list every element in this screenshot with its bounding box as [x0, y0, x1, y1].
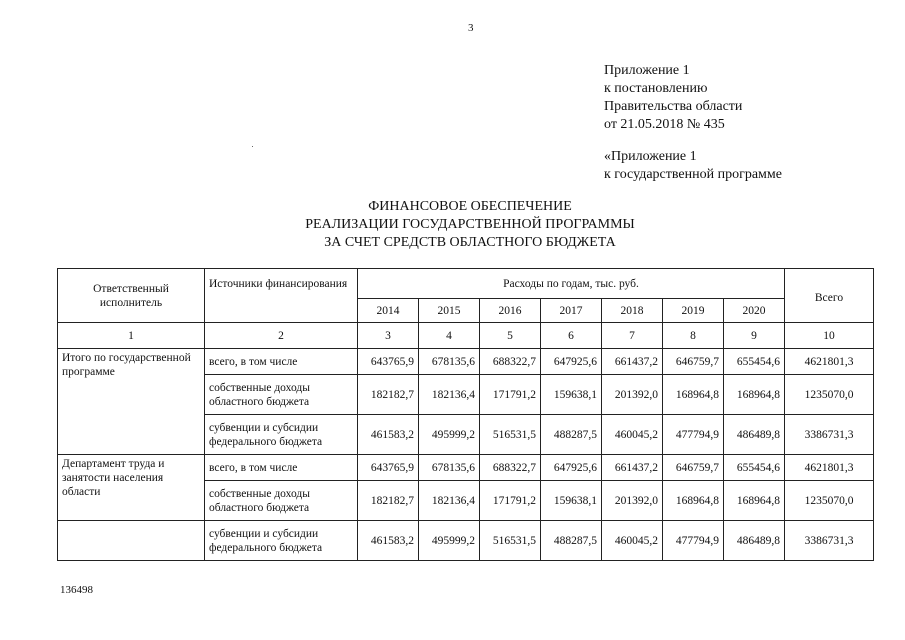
value-cell: 661437,2 — [602, 455, 663, 481]
total-cell: 4621801,3 — [785, 455, 874, 481]
value-cell: 516531,5 — [480, 521, 541, 561]
column-number: 3 — [358, 323, 419, 349]
column-number: 6 — [541, 323, 602, 349]
total-cell: 3386731,3 — [785, 415, 874, 455]
header-year: 2017 — [541, 299, 602, 323]
value-cell: 643765,9 — [358, 349, 419, 375]
total-cell: 1235070,0 — [785, 375, 874, 415]
source-cell: субвенции и субсидии федерального бюджета — [205, 415, 358, 455]
value-cell: 655454,6 — [724, 349, 785, 375]
value-cell: 486489,8 — [724, 415, 785, 455]
document-id: 136498 — [60, 584, 93, 596]
value-cell: 643765,9 — [358, 455, 419, 481]
value-cell: 516531,5 — [480, 415, 541, 455]
column-number: 1 — [58, 323, 205, 349]
header-year: 2014 — [358, 299, 419, 323]
value-cell: 647925,6 — [541, 455, 602, 481]
source-cell: всего, в том числе — [205, 349, 358, 375]
header-year: 2018 — [602, 299, 663, 323]
title-line: ФИНАНСОВОЕ ОБЕСПЕЧЕНИЕ — [368, 199, 572, 214]
executor-cell: Департамент труда и занятости населения области — [58, 455, 205, 521]
value-cell: 461583,2 — [358, 521, 419, 561]
executor-cell: Итого по государственной программе — [58, 349, 205, 455]
value-cell: 661437,2 — [602, 349, 663, 375]
value-cell: 688322,7 — [480, 349, 541, 375]
value-cell: 646759,7 — [663, 349, 724, 375]
appendix-line: к постановлению — [604, 81, 708, 96]
value-cell: 655454,6 — [724, 455, 785, 481]
value-cell: 678135,6 — [419, 349, 480, 375]
value-cell: 646759,7 — [663, 455, 724, 481]
column-number: 8 — [663, 323, 724, 349]
value-cell: 168964,8 — [663, 481, 724, 521]
appendix-line: Приложение 1 — [604, 63, 690, 78]
source-cell: собственные доходы областного бюджета — [205, 481, 358, 521]
header-total: Всего — [785, 269, 874, 323]
source-cell: субвенции и субсидии федерального бюджета — [205, 521, 358, 561]
executor-cell — [58, 521, 205, 561]
table-row — [58, 455, 874, 481]
value-cell: 159638,1 — [541, 375, 602, 415]
source-cell: собственные доходы областного бюджета — [205, 375, 358, 415]
value-cell: 688322,7 — [480, 455, 541, 481]
column-number: 7 — [602, 323, 663, 349]
financing-table — [57, 268, 874, 561]
value-cell: 171791,2 — [480, 481, 541, 521]
header-year: 2019 — [663, 299, 724, 323]
total-cell: 1235070,0 — [785, 481, 874, 521]
column-number: 4 — [419, 323, 480, 349]
page-number: 3 — [468, 22, 474, 34]
header-year: 2016 — [480, 299, 541, 323]
document-title — [200, 198, 740, 252]
header-executor: Ответственный исполнитель — [58, 269, 205, 323]
appendix-line: «Приложение 1 — [604, 149, 697, 164]
value-cell: 168964,8 — [724, 375, 785, 415]
header-source: Источники финансирования — [205, 269, 358, 323]
table-row — [58, 349, 874, 375]
value-cell: 495999,2 — [419, 521, 480, 561]
value-cell: 488287,5 — [541, 521, 602, 561]
value-cell: 460045,2 — [602, 415, 663, 455]
value-cell: 201392,0 — [602, 375, 663, 415]
header-year: 2020 — [724, 299, 785, 323]
value-cell: 486489,8 — [724, 521, 785, 561]
value-cell: 488287,5 — [541, 415, 602, 455]
appendix-program-block — [604, 148, 782, 184]
column-number: 2 — [205, 323, 358, 349]
table-row — [58, 521, 874, 561]
value-cell: 159638,1 — [541, 481, 602, 521]
appendix-line: Правительства области — [604, 99, 743, 114]
column-number: 9 — [724, 323, 785, 349]
value-cell: 168964,8 — [724, 481, 785, 521]
appendix-line: к государственной программе — [604, 167, 782, 182]
value-cell: 460045,2 — [602, 521, 663, 561]
value-cell: 168964,8 — [663, 375, 724, 415]
value-cell: 182182,7 — [358, 481, 419, 521]
value-cell: 182136,4 — [419, 481, 480, 521]
header-year: 2015 — [419, 299, 480, 323]
value-cell: 647925,6 — [541, 349, 602, 375]
appendix-line: от 21.05.2018 № 435 — [604, 117, 725, 132]
total-cell: 3386731,3 — [785, 521, 874, 561]
header-row — [58, 269, 874, 299]
value-cell: 495999,2 — [419, 415, 480, 455]
value-cell: 477794,9 — [663, 521, 724, 561]
value-cell: 477794,9 — [663, 415, 724, 455]
source-cell: всего, в том числе — [205, 455, 358, 481]
title-line: ЗА СЧЕТ СРЕДСТВ ОБЛАСТНОГО БЮДЖЕТА — [324, 235, 616, 250]
column-number: 10 — [785, 323, 874, 349]
value-cell: 201392,0 — [602, 481, 663, 521]
column-number: 5 — [480, 323, 541, 349]
header-expenses: Расходы по годам, тыс. руб. — [358, 269, 785, 299]
value-cell: 182182,7 — [358, 375, 419, 415]
appendix-block — [604, 62, 742, 134]
total-cell: 4621801,3 — [785, 349, 874, 375]
value-cell: 678135,6 — [419, 455, 480, 481]
value-cell: 182136,4 — [419, 375, 480, 415]
value-cell: 461583,2 — [358, 415, 419, 455]
title-line: РЕАЛИЗАЦИИ ГОСУДАРСТВЕННОЙ ПРОГРАММЫ — [305, 217, 635, 232]
scan-speck — [252, 146, 253, 147]
value-cell: 171791,2 — [480, 375, 541, 415]
column-numbers-row — [58, 323, 874, 349]
